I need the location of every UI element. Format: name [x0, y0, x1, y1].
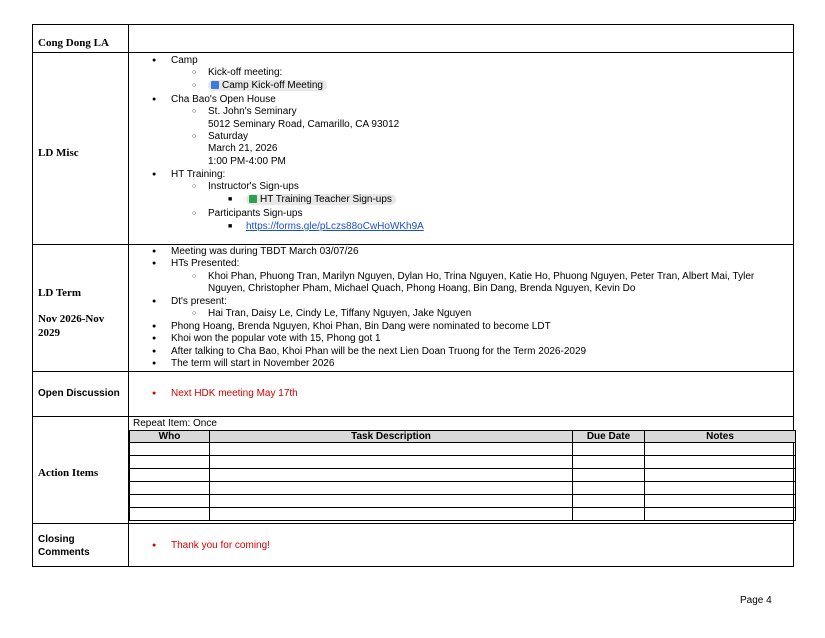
- form-link-item: [246, 221, 424, 233]
- row-cong-dong: [33, 25, 793, 52]
- kickoff-label: ○ Kick-off meeting:: [208, 67, 282, 79]
- closing-item: ● Thank you for coming!: [171, 540, 270, 552]
- table-header-row: [130, 431, 796, 443]
- instructor-signups: ○ Instructor's Sign-ups: [208, 181, 299, 193]
- cell[interactable]: [645, 469, 796, 482]
- action-items-table: [129, 430, 796, 521]
- kickoff-item: [208, 80, 327, 92]
- open-discussion-item: ● Next HDK meeting May 17th: [171, 388, 298, 400]
- form-link[interactable]: https://forms.gle/pLczs88oCwHoWKh9A: [246, 221, 424, 232]
- cell[interactable]: [210, 495, 573, 508]
- kickoff-chip[interactable]: [208, 80, 327, 91]
- row-ld-term: [33, 244, 793, 371]
- cell[interactable]: [645, 482, 796, 495]
- label-cong-dong: Cong Dong LA: [38, 37, 109, 49]
- ld-term-content: [129, 245, 793, 371]
- cell[interactable]: [130, 508, 210, 521]
- label-ld-term: LD Term: [38, 287, 82, 299]
- row-ld-misc: [33, 52, 793, 244]
- ld-misc-content: [129, 53, 793, 244]
- hts-presented: ● HTs Presented:: [171, 258, 239, 270]
- kickoff-chip-label: Camp Kick-off Meeting: [222, 80, 323, 91]
- ht-chip-label: HT Training Teacher Sign-ups: [260, 194, 392, 205]
- next-ldt: ● After talking to Cha Bao, Khoi Phan will be the next Lien Doan Truong for the Term 2026-2029: [171, 346, 586, 358]
- label-action-items: Action Items: [38, 467, 99, 479]
- page-number: Page 4: [740, 595, 772, 606]
- cell[interactable]: [210, 482, 573, 495]
- cell[interactable]: [573, 482, 645, 495]
- cell[interactable]: [210, 456, 573, 469]
- hts-line1: ○ Khoi Phan, Phuong Tran, Marilyn Nguyen, Dylan Ho, Trina Nguyen, Katie Ho, Phuong Nguyen, Peter Tran, Albert Mai, Tyler: [208, 271, 754, 283]
- bullet-camp: ● Camp: [171, 55, 198, 67]
- vote: ● Khoi won the popular vote with 15, Phong got 1: [171, 333, 381, 345]
- header-task: Task Description: [210, 431, 573, 443]
- seminary: ○ St. John's Seminary: [208, 106, 297, 118]
- label-cell: [33, 524, 129, 567]
- cell[interactable]: [573, 495, 645, 508]
- label-term-dates: Nov 2026-Nov 2029: [38, 313, 105, 339]
- cell[interactable]: [573, 443, 645, 456]
- cell[interactable]: [645, 443, 796, 456]
- day: ○ Saturday: [208, 131, 248, 143]
- closing-content: [129, 524, 793, 567]
- label-cell: [33, 53, 129, 244]
- date: March 21, 2026: [208, 143, 278, 154]
- cell[interactable]: [210, 469, 573, 482]
- row-open-discussion: [33, 371, 793, 416]
- table-row: [130, 508, 796, 521]
- table-row: [130, 456, 796, 469]
- bullet-ht-training: ● HT Training:: [171, 169, 225, 181]
- label-closing-2: Comments: [38, 547, 90, 558]
- ht-chip[interactable]: [246, 194, 396, 205]
- cell[interactable]: [130, 482, 210, 495]
- address: 5012 Seminary Road, Camarillo, CA 93012: [208, 119, 400, 130]
- label-cell: [33, 25, 129, 52]
- header-notes: Notes: [645, 431, 796, 443]
- table-row: [130, 469, 796, 482]
- bullet-open-house: ● Cha Bao's Open House: [171, 94, 276, 106]
- dts-list: ○ Hai Tran, Daisy Le, Cindy Le, Tiffany Nguyen, Jake Nguyen: [208, 308, 471, 320]
- cell[interactable]: [130, 443, 210, 456]
- cell[interactable]: [645, 508, 796, 521]
- table-row: [130, 482, 796, 495]
- row-action-items: [33, 416, 793, 523]
- label-ld-misc: LD Misc: [38, 147, 79, 159]
- header-who: Who: [130, 431, 210, 443]
- label-cell: [33, 372, 129, 416]
- table-row: [130, 443, 796, 456]
- term-start: ● The term will start in November 2026: [171, 358, 334, 370]
- cell[interactable]: [210, 443, 573, 456]
- action-items-content: [129, 417, 793, 523]
- meeting-table: [32, 24, 794, 567]
- google-doc-icon: [211, 81, 219, 89]
- cell[interactable]: [573, 508, 645, 521]
- open-discussion-content: [129, 372, 793, 416]
- ht-chip-item: [246, 194, 396, 206]
- repeat-item: Repeat Item: Once: [133, 418, 217, 429]
- cell[interactable]: [130, 495, 210, 508]
- cell[interactable]: [130, 456, 210, 469]
- hts-line2: Nguyen, Christopher Pham, Michael Quach, Phong Hoang, Bin Dang, Brenda Nguyen, Kevin Do: [208, 283, 636, 294]
- table-row: [130, 495, 796, 508]
- label-cell: [33, 245, 129, 371]
- cell[interactable]: [573, 456, 645, 469]
- cell[interactable]: [573, 469, 645, 482]
- cell[interactable]: [130, 469, 210, 482]
- label-cell: [33, 417, 129, 523]
- time: 1:00 PM-4:00 PM: [208, 156, 286, 167]
- dts-present: ● Dt's present:: [171, 296, 227, 308]
- row-closing: [33, 523, 793, 567]
- header-due: Due Date: [573, 431, 645, 443]
- term-meeting: ● Meeting was during TBDT March 03/07/26: [171, 246, 359, 258]
- participant-signups: ○ Participants Sign-ups: [208, 208, 303, 220]
- cell[interactable]: [210, 508, 573, 521]
- label-closing-1: Closing: [38, 534, 75, 545]
- label-open-discussion: Open Discussion: [38, 388, 120, 399]
- google-sheet-icon: [249, 195, 257, 203]
- cell[interactable]: [645, 495, 796, 508]
- nominated: ● Phong Hoang, Brenda Nguyen, Khoi Phan, Bin Dang were nominated to become LDT: [171, 321, 551, 333]
- cell[interactable]: [645, 456, 796, 469]
